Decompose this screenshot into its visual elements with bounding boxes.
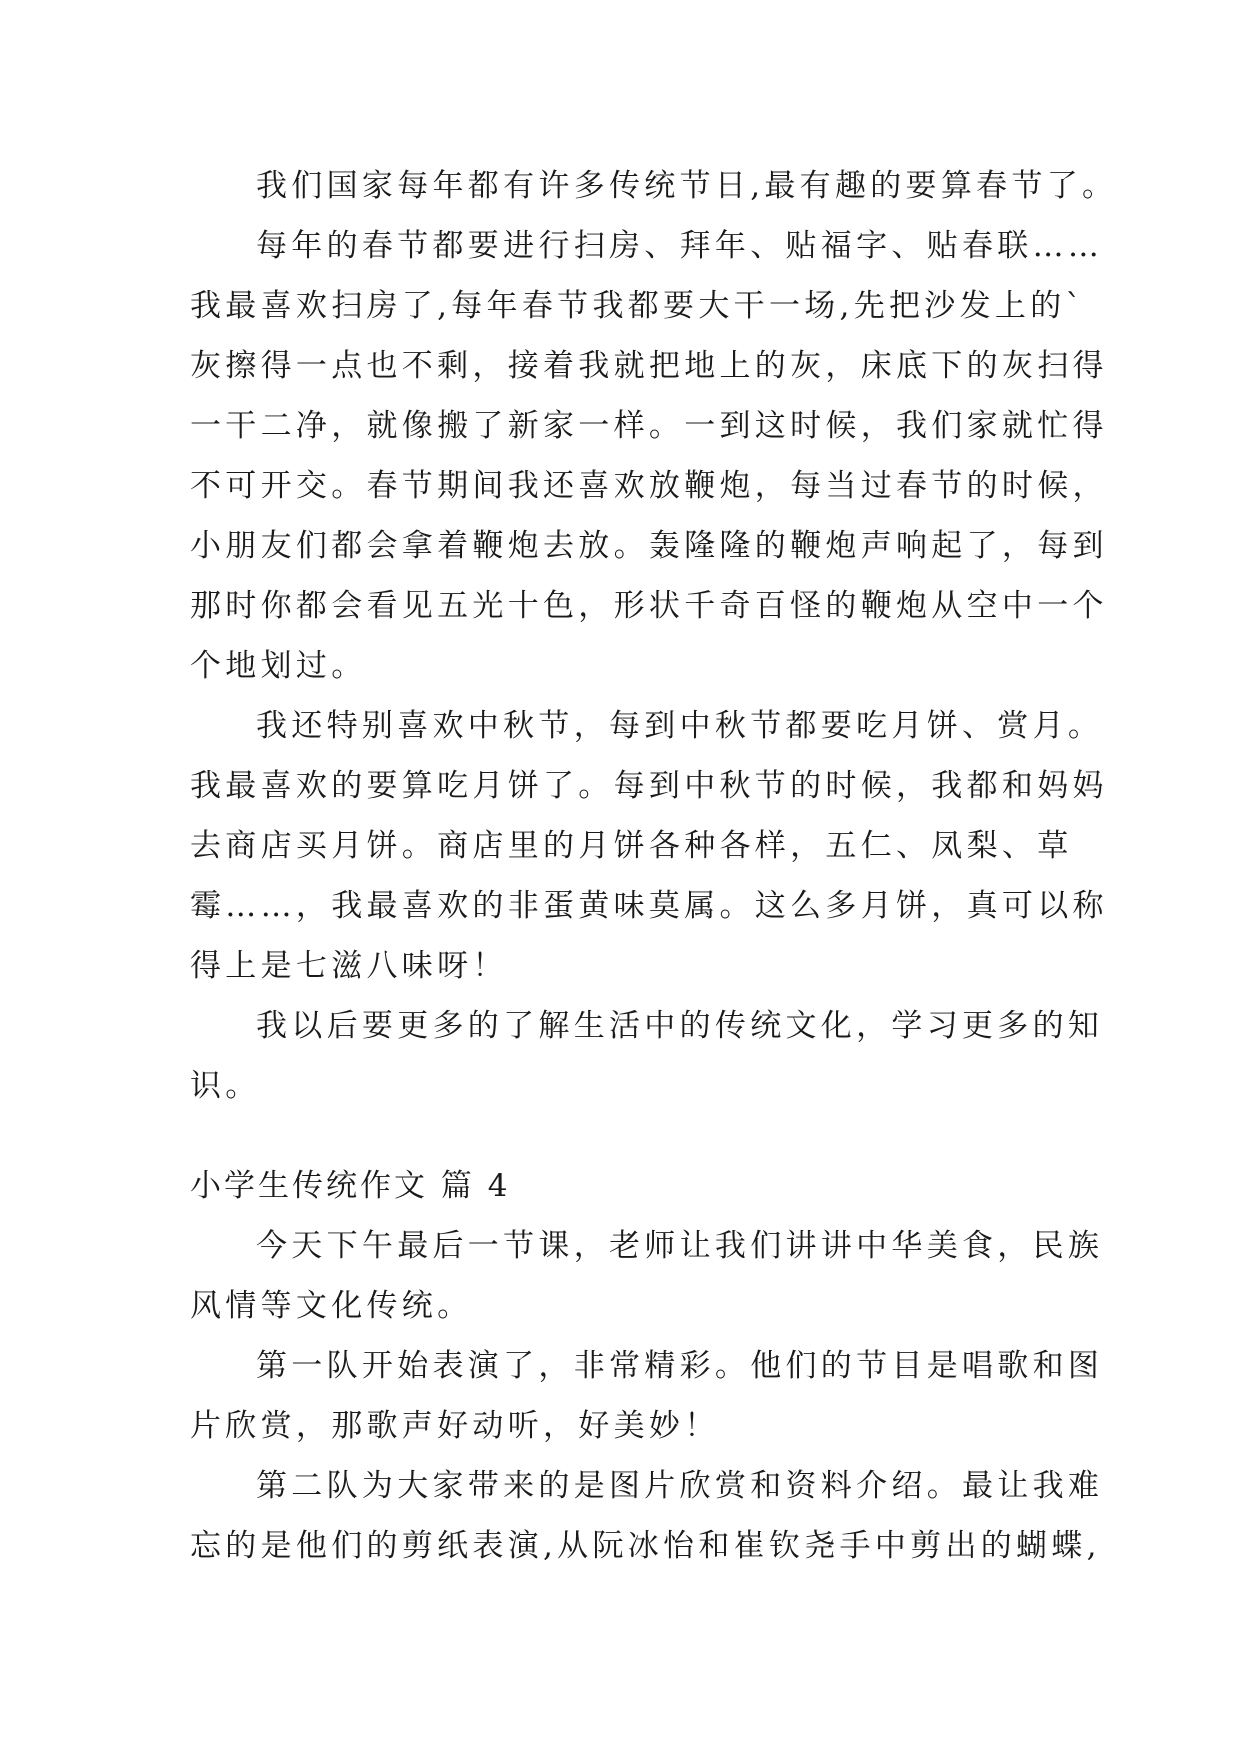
paragraph-line: 霉……，我最喜欢的非蛋黄味莫属。这么多月饼，真可以称: [190, 888, 1108, 924]
paragraph-line: 识。: [190, 1068, 261, 1104]
paragraph-line: 第二队为大家带来的是图片欣赏和资料介绍。最让我难: [256, 1468, 1104, 1504]
paragraph-line: 灰擦得一点也不剩，接着我就把地上的灰，床底下的灰扫得: [190, 348, 1108, 384]
paragraph-line: 那时你都会看见五光十色，形状千奇百怪的鞭炮从空中一个: [190, 588, 1108, 624]
paragraph-line: 今天下午最后一节课，老师让我们讲讲中华美食，民族: [256, 1228, 1104, 1264]
paragraph-line: 忘的是他们的剪纸表演,从阮冰怡和崔钦尧手中剪出的蝴蝶,: [190, 1528, 1101, 1564]
paragraph-line: 每年的春节都要进行扫房、拜年、贴福字、贴春联……: [256, 228, 1104, 264]
paragraph-line: 我们国家每年都有许多传统节日,最有趣的要算春节了。: [256, 168, 1118, 204]
paragraph-line: 风情等文化传统。: [190, 1288, 473, 1324]
section-heading: 小学生传统作文 篇 4: [190, 1168, 511, 1204]
paragraph-line: 第一队开始表演了，非常精彩。他们的节目是唱歌和图: [256, 1348, 1104, 1384]
paragraph-line: 一干二净，就像搬了新家一样。一到这时候，我们家就忙得: [190, 408, 1108, 444]
paragraph-line: 得上是七滋八味呀！: [190, 948, 508, 984]
paragraph-line: 我最喜欢扫房了,每年春节我都要大干一场,先把沙发上的`: [190, 288, 1086, 324]
paragraph-line: 我还特别喜欢中秋节，每到中秋节都要吃月饼、赏月。: [256, 708, 1104, 744]
paragraph-line: 我最喜欢的要算吃月饼了。每到中秋节的时候，我都和妈妈: [190, 768, 1108, 804]
paragraph-line: 个地划过。: [190, 648, 367, 684]
paragraph-line: 我以后要更多的了解生活中的传统文化，学习更多的知: [256, 1008, 1104, 1044]
paragraph-line: 小朋友们都会拿着鞭炮去放。轰隆隆的鞭炮声响起了，每到: [190, 528, 1108, 564]
paragraph-line: 去商店买月饼。商店里的月饼各种各样，五仁、凤梨、草: [190, 828, 1073, 864]
paragraph-line: 不可开交。春节期间我还喜欢放鞭炮，每当过春节的时候，: [190, 468, 1108, 504]
paragraph-line: 片欣赏，那歌声好动听，好美妙！: [190, 1408, 720, 1444]
